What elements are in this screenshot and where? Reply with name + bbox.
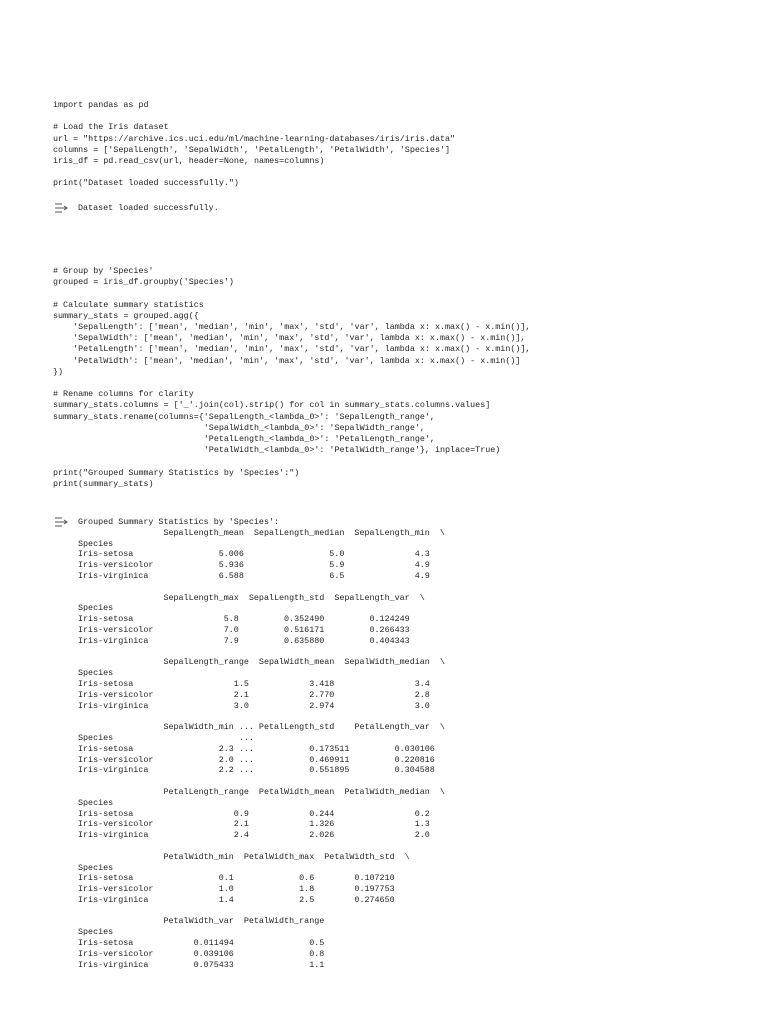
cell-output-2: Grouped Summary Statistics by 'Species': SepalLength_mean SepalLength_median SepalLength_min \ Species Iris-setosa 5.006 5.0 4.3 Iris-versicolor 5.936 5.9 4.9 Iris-virginica 6.588 6.5 4.9 SepalLength_max SepalLength_std SepalLength_var \ Species Iris-setosa 5.8 0.352490 0.124249 Iris-versicolor 7.0 0.516171 0.266433 Iris-virginica 7.9 0.635880 0.404343 SepalLength_range SepalWidth_mean SepalWidth_median \ Species Iris-setosa 1.5 3.418 3.4 Iris-versicolor 2.1 2.770 2.8 Iris-virginica 3.0 2.974 3.0 SepalWidth_min ... PetalLength_std PetalLength_var \ Species ... Iris-setosa 2.3 ... 0.173511 0.030106 Iris-versicolor 2.0 ... 0.469911 0.220816 Iris-virginica 2.2 ... 0.551895 0.304588 PetalLength_range PetalWidth_mean PetalWidth_median \ Species Iris-setosa 0.9 0.244 0.2 Iris-versicolor 2.1 1.326 1.3 Iris-virginica 2.4 2.026 2.0 PetalWidth_min PetalWidth_max PetalWidth_std \ Species Iris-setosa 0.1 0.6 0.107210 Iris-versicolor 1.0 1.8 0.197753 Iris-virginica 1.4 2.5 0.274650 PetalWidth_var PetalWidth_range Species Iris-setosa 0.011494 0.5 Iris-versicolor 0.039106 0.8 Iris-virginica 0.075433 1.1 — [78, 517, 445, 970]
cell-output-1: Dataset loaded successfully. — [78, 203, 219, 213]
output-toggle-icon[interactable] — [54, 516, 70, 528]
code-cell-2[interactable]: # Group by 'Species' grouped = iris_df.groupby('Species') # Calculate summary statistics summary_stats = grouped.agg({ 'SepalLength': ['mean', 'median', 'min', 'max', 'std', 'var', lambda x: x.max() - x.min()], 'SepalWidth': ['mean', 'median', 'min', 'max', 'std', 'var', lambda x: x.max() - x.min()], 'PetalLength': ['mean', 'median', 'min', 'max', 'std', 'var', lambda x: x.max() - x.min()], 'PetalWidth': ['mean', 'median', 'min', 'max', 'std', 'var', lambda x: x.max() - x.min()] }) # Rename columns for clarity summary_stats.columns = ['_'.join(col).strip() for col in summary_stats.columns.values] summary_stats.rename(columns={'SepalLength_<lambda_0>': 'SepalLength_range', 'SepalWidth_<lambda_0>': 'SepalWidth_range', 'PetalLength_<lambda_0>': 'PetalLength_range', 'PetalWidth_<lambda_0>': 'PetalWidth_range'}, inplace=True) print("Grouped Summary Statistics by 'Species':") print(summary_stats) — [53, 266, 531, 489]
code-cell-1[interactable]: import pandas as pd # Load the Iris dataset url = "https://archive.ics.uci.edu/ml/machine-learning-databases/iris/iris.data" columns = ['SepalLength', 'SepalWidth', 'PetalLength', 'PetalWidth', 'Species'] iris_df = pd.read_csv(url, header=None, names=columns) print("Dataset loaded successfully.") — [53, 100, 456, 189]
output-toggle-icon[interactable] — [54, 202, 70, 214]
